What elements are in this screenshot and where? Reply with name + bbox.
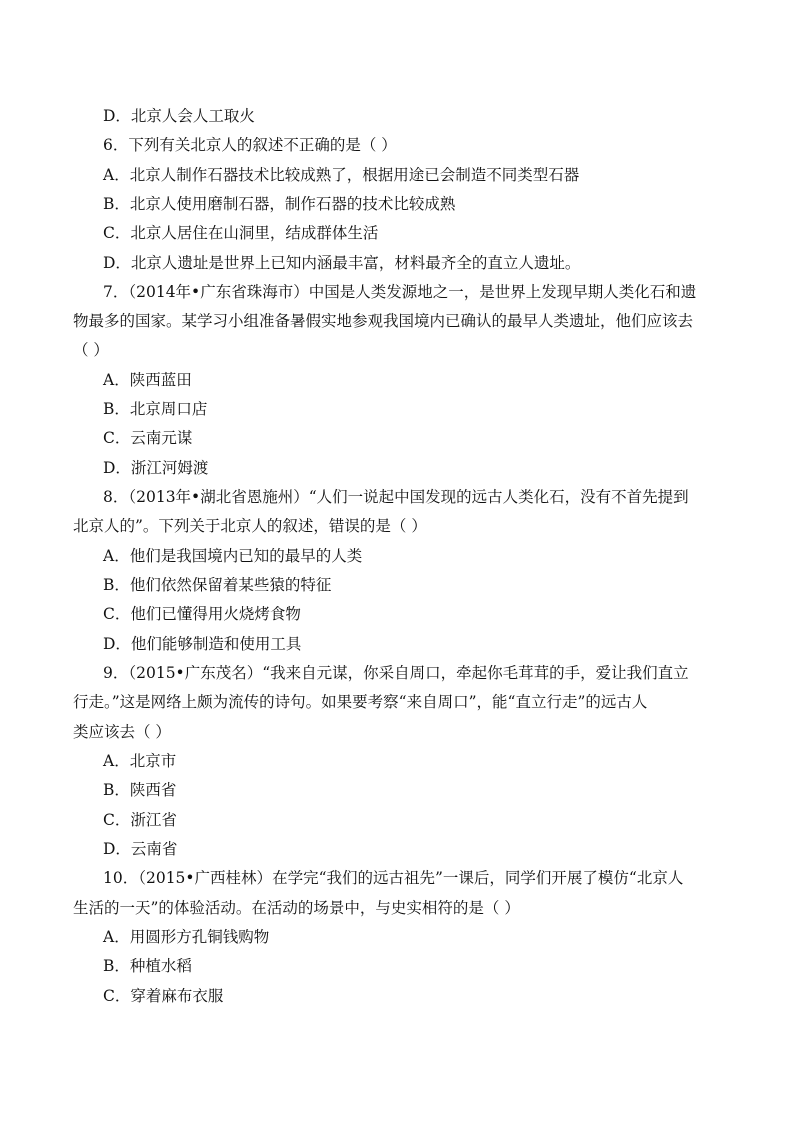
q10-option-a: A．用圆形方孔铜钱购物 <box>103 928 270 946</box>
q8-option-b: B．他们依然保留着某些猿的特征 <box>103 576 332 594</box>
q6-option-d: D．北京人遗址是世界上已知内涵最丰富，材料最齐全的直立人遗址。 <box>103 254 581 272</box>
q7-option-c: C．云南元谋 <box>103 429 193 447</box>
q7-option-a: A．陕西蓝田 <box>103 371 192 389</box>
q9-option-a: A．北京市 <box>103 752 177 770</box>
q8-option-d: D．他们能够制造和使用工具 <box>103 635 302 653</box>
q7-stem-line3: （ ） <box>73 341 109 359</box>
q10-option-c: C．穿着麻布衣服 <box>103 987 224 1005</box>
q8-option-c: C．他们已懂得用火烧烤食物 <box>103 605 301 623</box>
q9-option-c: C．浙江省 <box>103 811 177 829</box>
q9-option-b: B．陕西省 <box>103 781 177 799</box>
q9-option-d: D．云南省 <box>103 840 178 858</box>
q7-stem-line2: 物最多的国家。某学习小组准备暑假实地参观我国境内已确认的最早人类遗址，他们应该去 <box>73 312 694 330</box>
q10-option-b: B．种植水稻 <box>103 957 192 975</box>
q10-stem-line1: 10．（2015•广西桂林）在学完“我们的远古祖先”一课后，同学们开展了模仿“北京人 <box>103 869 684 887</box>
q8-stem-line1: 8．（2013年•湖北省恩施州）“人们一说起中国发现的远古人类化石，没有不首先提到 <box>103 488 689 506</box>
q6-option-a: A．北京人制作石器技术比较成熟了，根据用途已会制造不同类型石器 <box>103 166 580 184</box>
q8-stem-line2: 北京人的”。下列关于北京人的叙述，错误的是（ ） <box>73 517 427 535</box>
q9-stem-line2: 行走。”这是网络上颇为流传的诗句。如果要考察“来自周口”，能“直立行走”的远古人 <box>73 693 648 711</box>
q7-option-d: D．浙江河姆渡 <box>103 459 209 477</box>
q7-option-b: B．北京周口店 <box>103 400 208 418</box>
q9-stem-line3: 类应该去（ ） <box>73 723 171 741</box>
q5-option-d: D．北京人会人工取火 <box>103 107 255 125</box>
q6-option-b: B．北京人使用磨制石器，制作石器的技术比较成熟 <box>103 195 456 213</box>
q6-stem: 6．下列有关北京人的叙述不正确的是（ ） <box>103 136 397 154</box>
q10-stem-line2: 生活的一天”的体验活动。在活动的场景中，与史实相符的是（ ） <box>73 899 520 917</box>
q9-stem-line1: 9．（2015•广东茂名）“我来自元谋，你采自周口，牵起你毛茸茸的手，爱让我们直立 <box>103 664 689 682</box>
q7-stem-line1: 7．（2014年•广东省珠海市）中国是人类发源地之一，是世界上发现早期人类化石和遗 <box>103 283 697 301</box>
q8-option-a: A．他们是我国境内已知的最早的人类 <box>103 547 363 565</box>
q6-option-c: C．北京人居住在山洞里，结成群体生活 <box>103 224 379 242</box>
